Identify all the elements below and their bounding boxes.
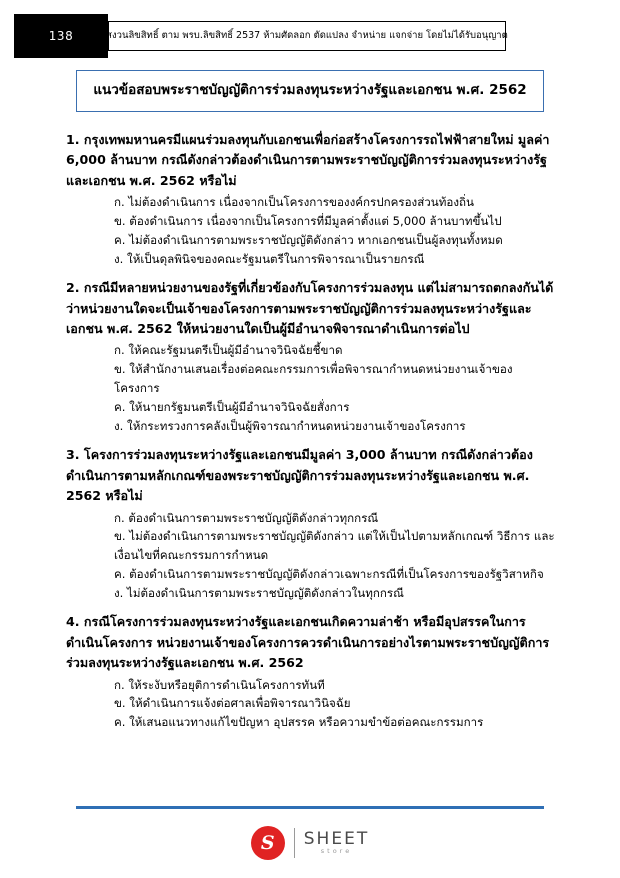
choice-item[interactable]: ค. ไม่ต้องดำเนินการตามพระราชบัญญัติดังกล่าว หากเอกชนเป็นผู้ลงทุนทั้งหมด xyxy=(114,232,503,247)
choice-list xyxy=(66,193,556,268)
choice-item[interactable]: ก. ไม่ต้องดำเนินการ เนื่องจากเป็นโครงการของงค์กรปกครองส่วนท้องถิ่น xyxy=(114,195,474,210)
copyright-box xyxy=(108,21,506,51)
choice-item[interactable]: ข. ต้องดำเนินการ เนื่องจากเป็นโครงการที่มีมูลค่าตั้งแต่ 5,000 ล้านบาทขึ้นไป xyxy=(114,213,502,228)
footer-logo xyxy=(0,818,620,868)
choice-item[interactable]: ง. ให้เป็นดุลพินิจของคณะรัฐมนตรีในการพิจารณาเป็นรายกรณี xyxy=(114,251,425,266)
choice-item[interactable]: ค. ให้เสนอแนวทางแก้ไขปัญหา อุปสรรค หรือความขำข้อต่อคณะกรรมการ xyxy=(114,715,484,730)
choice-item[interactable]: ข. ให้ดำเนินการแจ้งต่อศาลเพื่อพิจารณาวินิจฉัย xyxy=(114,696,351,711)
choice-item[interactable]: ก. ให้คณะรัฐมนตรีเป็นผู้มีอำนาจวินิจฉัยชี้ขาด xyxy=(114,343,343,358)
page-header xyxy=(0,14,620,58)
choice-item[interactable]: ข. ให้สำนักงานเสนอเรื่องต่อคณะกรรมการเพื่อพิจารณากำหนดหน่วยงานเจ้าของโครงการ xyxy=(114,362,513,396)
choice-item[interactable]: ก. ต้องดำเนินการตามพระราชบัญญัติดังกล่าวทุกกรณี xyxy=(114,510,379,525)
question-text: 3. โครงการร่วมลงทุนระหว่างรัฐและเอกชนมีมูลค่า 3,000 ล้านบาท กรณีดังกล่าวต้องดำเนินการตามหลักเกณฑ์ของพระราชบัญญัติการร่วมลงทุนระหว่างรัฐและเอกชน พ.ศ. 2562 หรือไม่ xyxy=(66,447,533,504)
footer-divider xyxy=(76,806,544,809)
choice-item[interactable]: ง. ไม่ต้องดำเนินการตามพระราชบัญญัติดังกล่าวในทุกกรณี xyxy=(114,585,404,600)
copyright-notice: สงวนลิขสิทธิ์ ตาม พรบ.ลิขสิทธิ์ 2537 ห้ามศัดลอก ตัดแปลง จำหน่าย แจกจ่าย โดยไม่ได้รับอนุญาต xyxy=(106,29,508,41)
choice-item[interactable]: ค. ต้องดำเนินการตามพระราชบัญญัติดังกล่าวเฉพาะกรณีที่เป็นโครงการของรัฐวิสาหกิจ xyxy=(114,566,544,581)
page-number: 138 xyxy=(48,29,74,43)
logo-divider xyxy=(294,828,295,858)
choice-item[interactable]: ก. ให้ระงับหรือยุติการดำเนินโครงการทันที xyxy=(114,677,325,692)
question-block xyxy=(66,445,556,602)
logo-name: SHEET xyxy=(303,828,370,849)
question-text: 2. กรณีมีหลายหน่วยงานของรัฐที่เกี่ยวข้องกับโครงการร่วมลงทุน แต่ไม่สามารถตกลงกันได้ว่าหน่วยงานใดจะเป็นเจ้าของโครงการตามพระราชบัญญัติการร่วมลงทุนระหว่างรัฐและเอกชน พ.ศ. 2562 ให้หน่วยงานใดเป็นผู้มีอำนาจพิจารณาดำเนินการต่อไป xyxy=(66,280,554,337)
question-block xyxy=(66,278,556,435)
question-block xyxy=(66,130,556,268)
question-text: 1. กรุงเทพมหานครมีแผนร่วมลงทุนกับเอกชนเพื่อก่อสร้างโครงการรถไฟฟ้าสายใหม่ มูลค่า 6,000 ล้านบาท กรณีดังกล่าวต้องดำเนินการตามพระราชบัญญัติการร่วมลงทุนระหว่างรัฐและเอกชน พ.ศ. 2562 หรือไม่ xyxy=(66,132,550,188)
choice-item[interactable]: ง. ให้กระทรวงการคลังเป็นผู้พิจารณากำหนดหน่วยงานเจ้าของโครงการ xyxy=(114,418,466,433)
sheet-logo-icon: S xyxy=(251,826,285,860)
page-title: แนวข้อสอบพระราชบัญญัติการร่วมลงทุนระหว่างรัฐและเอกชน พ.ศ. 2562 xyxy=(93,82,527,99)
choice-list xyxy=(66,676,556,732)
question-block xyxy=(66,612,556,732)
choice-list xyxy=(66,341,556,435)
exam-content xyxy=(66,130,556,742)
choice-item[interactable]: ค. ให้นายกรัฐมนตรีเป็นผู้มีอำนาจวินิจฉัยสั่งการ xyxy=(114,399,350,414)
question-text: 4. กรณีโครงการร่วมลงทุนระหว่างรัฐและเอกชนเกิดความล่าช้า หรือมีอุปสรรคในการดำเนินโครงการ หน่วยงานเจ้าของโครงการควรดำเนินการอย่างไรตามพระราชบัญญัติการร่วมลงทุนระหว่างรัฐและเอกชน พ.ศ. 2562 xyxy=(66,614,550,671)
choice-item[interactable]: ข. ไม่ต้องดำเนินการตามพระราชบัญญัติดังกล่าว แต่ให้เป็นไปตามหลักเกณฑ์ วิธีการ และเงื่อนไขที่คณะกรรมการกำหนด xyxy=(114,529,555,563)
logo-subtitle: store xyxy=(320,847,353,856)
choice-list xyxy=(66,509,556,603)
title-box xyxy=(76,70,544,112)
logo-text xyxy=(303,828,370,856)
